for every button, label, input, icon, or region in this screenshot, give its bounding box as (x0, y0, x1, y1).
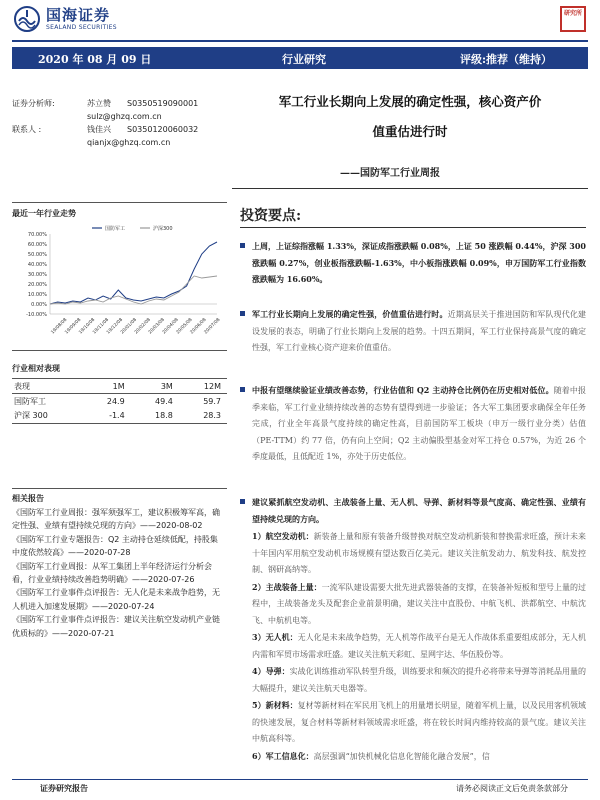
x-tick-label: 19/11/08 (92, 317, 111, 336)
report-title-line1: 军工行业长期向上发展的确定性强，核心资产价 (278, 94, 542, 109)
sector-text: 复材等新材料在军民用飞机上的用量增长明显，随着军机上量，以及民用客机领域的快速发展，复合材料等新材料领域需求旺盛，将在较长时间内维持较高的景气度。建议关注中航高科等。 (252, 701, 586, 743)
performance-title: 行业相对表现 (12, 364, 60, 373)
contact-name: 钱佳兴 (87, 125, 111, 134)
chart-title: 最近一年行业走势 (12, 209, 76, 218)
y-tick-label: 30.00% (27, 272, 47, 278)
sealand-logo-icon (14, 6, 40, 32)
x-tick-label: 19/09/08 (64, 317, 83, 336)
related-report-item[interactable]: 《国防军工行业周报：强军须强军工，建议积极筹军高，确定性强、业绩有望持续兑现的方向》——2020-08-02 (12, 508, 220, 531)
table-row (12, 394, 227, 409)
sector-label: 1）航空发动机： (252, 531, 314, 541)
x-tick-label: 20/05/08 (175, 317, 194, 336)
x-tick-label: 19/12/08 (106, 317, 125, 336)
industry-trend-chart (12, 222, 227, 340)
chart-top-rule (12, 202, 227, 203)
sector-item (252, 579, 586, 630)
key-points-divider (240, 227, 586, 228)
performance-table (12, 378, 227, 424)
key-points-title: 投资要点: (240, 208, 302, 224)
x-tick-label: 19/08/08 (50, 317, 69, 336)
logo-chinese: 国海证券 (46, 5, 111, 24)
sector-label: 3）无人机： (252, 632, 298, 642)
sector-list (240, 528, 586, 765)
bullet-market-summary: 上周，上证综指涨幅 1.33%，深证成指涨跌幅 0.08%，上证 50 涨跌幅 0.44%，沪深 300 涨跌幅 0.27%，创业板指涨跌幅-1.63%，中小板指涨跌幅 0.09%，申万国防军工行业指数涨跌幅为 16.60%。 (240, 238, 586, 288)
related-report-item[interactable]: 《国防军工行业周报：从军工集团上半年经济运行分析会看，行业业绩持续改善趋势明确》——2020-07-26 (12, 561, 212, 585)
sector-item (252, 528, 586, 579)
table-cell: 18.8 (131, 409, 179, 424)
title-divider (232, 188, 588, 189)
footer-left: 证券研究报告 (40, 784, 88, 793)
y-tick-label: 0.00% (31, 302, 47, 308)
table-cell: -1.4 (83, 409, 131, 424)
legend-label: 国防军工 (105, 226, 126, 232)
page-header (0, 0, 600, 40)
table-header-cell: 1M (83, 379, 131, 394)
table-cell: 28.3 (179, 409, 227, 424)
report-date: 2020 年 08 月 09 日 (38, 53, 152, 66)
y-tick-label: 40.00% (27, 262, 47, 268)
footer-disclaimer: 请务必阅读正文后免责条款部分 (456, 784, 568, 793)
research-stamp: 研究所 (560, 6, 586, 32)
contact-role: 联系人 : (12, 125, 42, 134)
table-header-cell: 3M (131, 379, 179, 394)
table-cell: 国防军工 (14, 396, 46, 406)
related-report-item[interactable]: 《国防军工行业专题报告：Q2 主动持仓延续低配，持股集中度依然较高》——2020-07-28 (12, 534, 218, 558)
x-tick-label: 20/01/08 (120, 317, 138, 336)
company-logo (14, 6, 117, 32)
y-tick-label: 10.00% (27, 292, 47, 298)
bullet-long-term-text: 近期高层关于推进国防和军队现代化建设发展的表态，明确了行业长期向上发展的趋势。十四五期间，军工行业保持高景气度的确定性强，军工行业核心资产迎来价值重估。 (252, 310, 587, 352)
x-tick-label: 20/07/08 (203, 317, 222, 336)
bullet-long-term-lead: 军工行业长期向上发展的确定性强，价值重估进行时。 (252, 309, 448, 319)
table-cell: 59.7 (203, 396, 221, 406)
y-tick-label: -10.00% (26, 312, 47, 318)
y-tick-label: 20.00% (27, 282, 47, 288)
bullet-interim-lead: 中报有望继续验证业绩改善态势，行业估值和 Q2 主动持仓比例仍在历史相对低位。 (252, 385, 554, 395)
sector-label: 4）导弹： (252, 666, 290, 676)
related-reports-title: 相关报告 (12, 494, 44, 503)
analyst-name: 苏立赞 (87, 99, 111, 108)
sector-item (252, 748, 586, 766)
y-tick-label: 50.00% (27, 252, 47, 258)
y-tick-label: 60.00% (27, 242, 47, 248)
table-cell: 49.4 (155, 396, 173, 406)
report-category: 行业研究 (282, 53, 326, 66)
sector-label: 2）主战装备上量： (252, 581, 322, 592)
related-reports-list (12, 506, 224, 640)
sector-text: 一流军队建设需要大批先进武器装备的支撑，在装备补短板和型号上量的过程中，主战装备龙头及配套企业前景明确，建议关注中直股份、中航飞机、洪都航空、中航沈飞、中航机电等。 (252, 582, 586, 625)
table-header-cell: 表现 (12, 379, 83, 394)
sector-item (252, 697, 586, 748)
bullet-recommend: 建议紧抓航空发动机、主战装备上量、无人机、导弹、新材料等景气度高、确定性强、业绩有望持续兑现的方向。 (240, 494, 586, 527)
table-cell: 沪深 300 (12, 409, 83, 424)
sector-item (252, 663, 586, 697)
sector-label: 5）新材料： (252, 700, 298, 710)
analyst-code: S0350519090001 (127, 99, 199, 108)
x-tick-label: 20/04/08 (161, 317, 180, 336)
x-tick-label: 19/10/08 (78, 317, 97, 336)
legend-label: 沪深300 (153, 226, 173, 232)
x-tick-label: 20/06/08 (189, 317, 208, 336)
sector-text: 无人化是未来战争趋势，无人机等作战平台是无人作战体系重要组成部分，无人机内需和军贸市场需求旺盛。建议关注航天彩虹、星网宇达、华伍股份等。 (252, 633, 586, 659)
analyst-email[interactable]: sulz@ghzq.com.cn (87, 112, 162, 121)
bullet-long-term (240, 306, 586, 357)
table-header-cell: 12M (179, 379, 227, 394)
sector-text: 实战化训练推动军队转型升级，训练要求和频次的提升必将带来导弹等消耗品用量的大幅提升，建议关注航天电器等。 (252, 667, 586, 693)
table-header-row (12, 379, 227, 394)
related-report-item[interactable]: 《国防军工行业事件点评报告：无人化是未来战争趋势，无人机进入加速发展期》——2020-07-24 (12, 588, 220, 611)
footer-divider (12, 779, 588, 780)
bullet-interim-report (240, 382, 586, 466)
series-line-defense (50, 242, 217, 304)
analyst-role: 证券分析师: (12, 99, 55, 108)
y-tick-label: 70.00% (27, 232, 47, 238)
related-report-item[interactable]: 《国防军工行业事件点评报告：建议关注航空发动机产业链优质标的》——2020-07-21 (12, 615, 220, 638)
table-cell: 24.9 (106, 396, 125, 406)
x-tick-label: 20/02/08 (134, 317, 152, 336)
analyst-block (12, 97, 227, 149)
sector-label: 6）军工信息化： (252, 750, 314, 761)
header-divider (12, 40, 588, 42)
sector-text: 高层强调“加快机械化信息化智能化融合发展”，信 (313, 751, 490, 761)
related-top-rule (12, 488, 227, 489)
x-tick-label: 20/03/08 (147, 317, 166, 336)
report-subtitle: ——国防军工行业周报 (340, 168, 440, 179)
contact-code: S0350120060032 (127, 125, 199, 134)
report-title-line2: 值重估进行时 (372, 124, 448, 139)
logo-english: SEALAND SECURITIES (46, 23, 117, 31)
contact-email[interactable]: qianjx@ghzq.com.cn (87, 138, 171, 147)
sector-item (252, 629, 586, 663)
chart-bottom-rule (12, 350, 227, 351)
bullet-interim-text: 随着中报季来临，军工行业业绩持续改善的态势有望得到进一步验证；各大军工集团要求确保全年任务完成，行业全年高景气度持续的确定性高，目前国防军工板块（申万一级行业分类）估值（PE-TTM）约 77 倍，仍有向上空间；Q2 主动偏股型基金对军工持仓 0.57%，为近 26 个季度最低，且低配近 1%，亦处于历史低位。 (252, 386, 586, 461)
report-rating: 评级:推荐（维持） (460, 53, 553, 66)
sector-text: 新装备上量和原有装备升级替换对航空发动机新装和替换需求旺盛，预计未来十年国内军用航空发动机市场规模有望达数百亿美元。建议关注航发动力、航发科技、航发控制、钢研高纳等。 (252, 532, 586, 574)
table-row (12, 409, 227, 424)
report-info-bar (12, 47, 588, 69)
